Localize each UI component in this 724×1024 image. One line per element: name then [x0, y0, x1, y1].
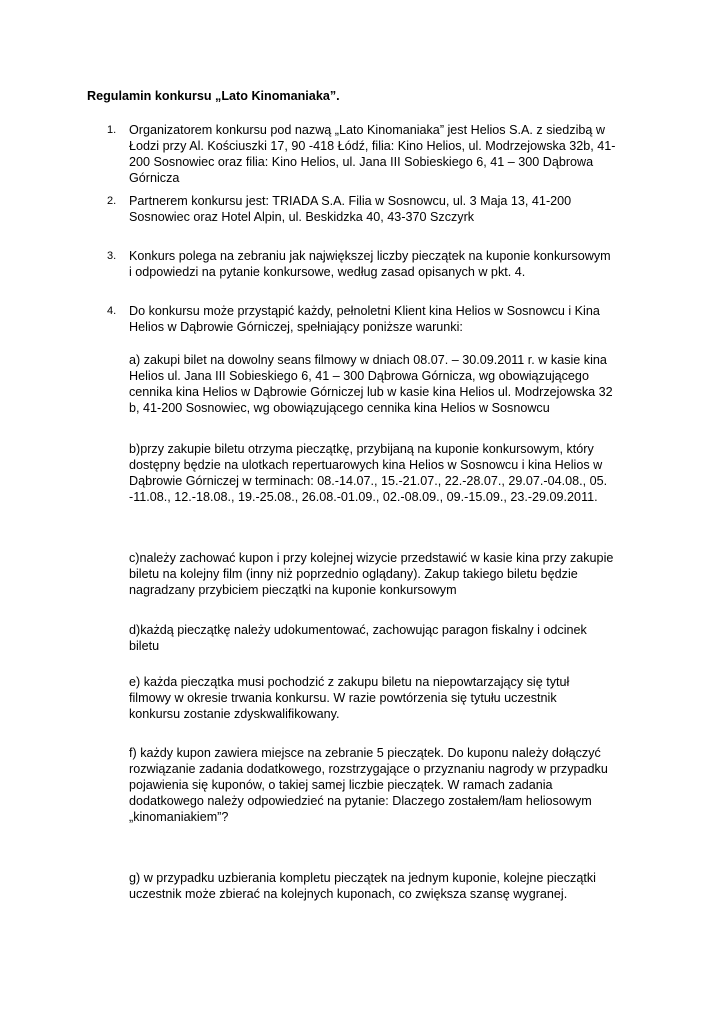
list-item-text: [129, 248, 649, 280]
list-item-text: [129, 303, 649, 335]
text-line: konkursu zostanie zdyskwalifikowany.: [129, 707, 340, 721]
text-line: e) każda pieczątka musi pochodzić z zakupu biletu na niepowtarzający się tytuł: [129, 675, 570, 689]
text-line: -11.08., 12.-18.08., 19.-25.08., 26.08.-01.09., 02.-08.09., 09.-15.09., 23.-29.09.2011.: [129, 490, 598, 504]
text-line: dostępny będzie na ulotkach repertuarowych kina Helios w Sosnowcu i kina Helios w: [129, 458, 603, 472]
text-line: Górnicza: [129, 171, 180, 185]
text-line: „kinomaniakiem”?: [129, 810, 229, 824]
text-line: biletu na kolejny film (inny niż poprzednio oglądany). Zakup takiego biletu będzie: [129, 567, 578, 581]
text-line: Łodzi przy Al. Kościuszki 17, 90 -418 Łódź, filia: Kino Helios, ul. Modrzejowska 32b, 41-: [129, 139, 616, 153]
text-line: Dąbrowie Górniczej w terminach: 08.-14.07., 15.-21.07., 22.-28.07., 29.07.-04.08., 05.: [129, 474, 608, 488]
text-line: i odpowiedzi na pytanie konkursowe, według zasad opisanych w pkt. 4.: [129, 265, 526, 279]
text-line: cennika kina Helios w Dąbrowie Górniczej lub w kasie kina Helios ul. Modrzejowska 32: [129, 385, 613, 399]
text-line: dodatkowego należy odpowiedzieć na pytanie: Dlaczego zostałem/łam heliosowym: [129, 794, 592, 808]
condition-c: [129, 550, 669, 598]
text-line: rozwiązanie zadania dodatkowego, rozstrzygające o przyznaniu nagrody w przypadku: [129, 762, 608, 776]
page-title: Regulamin konkursu „Lato Kinomaniaka”.: [87, 89, 340, 103]
list-number: 1.: [107, 124, 117, 136]
text-line: filmowy w okresie trwania konkursu. W razie powtórzenia się tytułu uczestnik: [129, 691, 557, 705]
condition-d: [129, 622, 669, 654]
text-line: d)każdą pieczątkę należy udokumentować, zachowując paragon fiskalny i odcinek: [129, 623, 587, 637]
condition-g: [129, 870, 669, 902]
text-line: biletu: [129, 639, 160, 653]
condition-e: [129, 674, 669, 722]
list-item-text: [129, 122, 649, 186]
text-line: Helios ul. Jana III Sobieskiego 6, 41 – 300 Dąbrowa Górnicza, wg obowiązującego: [129, 369, 589, 383]
text-line: g) w przypadku uzbierania kompletu pieczątek na jednym kuponie, kolejne pieczątki: [129, 871, 596, 885]
text-line: Helios w Dąbrowie Górniczej, spełniający poniższe warunki:: [129, 320, 463, 334]
list-number: 3.: [107, 250, 117, 262]
text-line: Do konkursu może przystąpić każdy, pełnoletni Klient kina Helios w Sosnowcu i Kina: [129, 304, 600, 318]
text-line: 200 Sosnowiec oraz filia: Kino Helios, ul. Jana III Sobieskiego 6, 41 – 300 Dąbrowa: [129, 155, 594, 169]
list-number: 4.: [107, 305, 117, 317]
text-line: uczestnik może zbierać na kolejnych kuponach, co zwiększa szansę wygranej.: [129, 887, 568, 901]
text-line: pojawienia się kuponów, o takiej samej liczbie pieczątek. W ramach zadania: [129, 778, 553, 792]
text-line: Sosnowiec oraz Hotel Alpin, ul. Beskidzka 40, 43-370 Szczyrk: [129, 210, 475, 224]
text-line: nagradzany przybiciem pieczątki na kuponie konkursowym: [129, 583, 457, 597]
text-line: Konkurs polega na zebraniu jak największej liczby pieczątek na kuponie konkursowym: [129, 249, 611, 263]
condition-f: [129, 745, 669, 825]
text-line: Organizatorem konkursu pod nazwą „Lato Kinomaniaka” jest Helios S.A. z siedzibą w: [129, 123, 605, 137]
condition-a: [129, 352, 669, 416]
text-line: b)przy zakupie biletu otrzyma pieczątkę, przybijaną na kuponie konkursowym, który: [129, 442, 594, 456]
text-line: Partnerem konkursu jest: TRIADA S.A. Filia w Sosnowcu, ul. 3 Maja 13, 41-200: [129, 194, 572, 208]
text-line: a) zakupi bilet na dowolny seans filmowy w dniach 08.07. – 30.09.2011 r. w kasie kina: [129, 353, 607, 367]
text-line: f) każdy kupon zawiera miejsce na zebranie 5 pieczątek. Do kuponu należy dołączyć: [129, 746, 601, 760]
condition-b: [129, 441, 669, 505]
text-line: c)należy zachować kupon i przy kolejnej wizycie przedstawić w kasie kina przy zakupie: [129, 551, 614, 565]
list-number: 2.: [107, 195, 117, 207]
text-line: b, 41-200 Sosnowiec, wg obowiązującego cennika kina Helios w Sosnowcu: [129, 401, 550, 415]
list-item-text: [129, 193, 649, 225]
